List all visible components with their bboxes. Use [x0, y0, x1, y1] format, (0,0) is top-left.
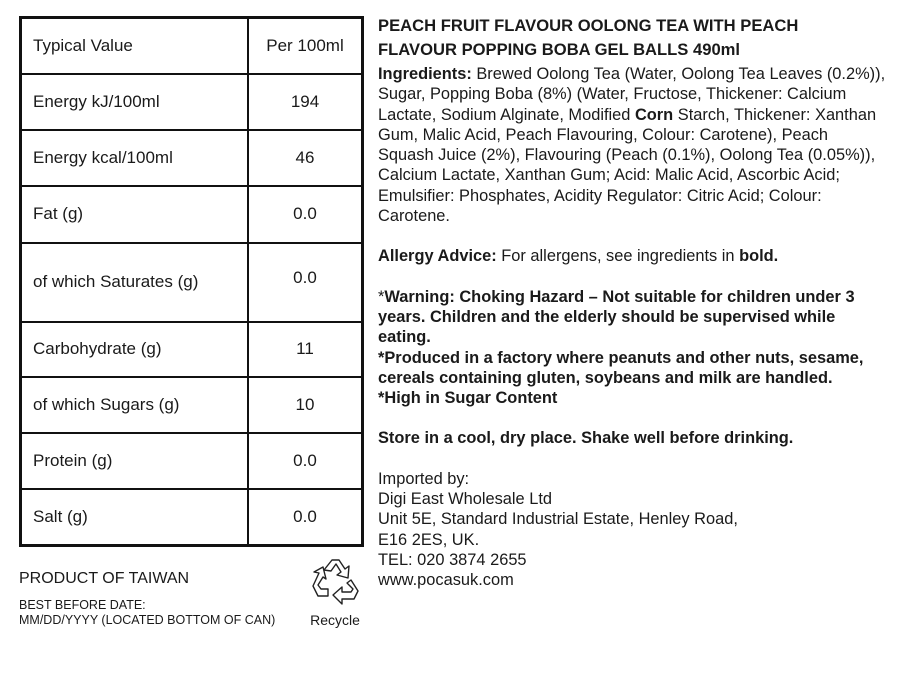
header-value: Per 100ml: [248, 18, 363, 74]
ingredients: [378, 64, 888, 226]
allergy-text: For allergens, see ingredients in: [496, 247, 740, 266]
nutrient-value: 0.0: [248, 186, 363, 243]
importer-label: Imported by:: [378, 469, 470, 488]
country-of-origin: PRODUCT OF TAIWAN: [19, 570, 190, 587]
ingredients-text: Starch, Thickener: Xanthan Gum, Malic Acid, Peach Flavouring, Colour: Carotene), Peach Squash Juice (2%), Flavouring (Peach (0.1%), Oolong Tea (0.05%)), Calcium Lactate, Xanthan Gum; Acid: Malic Acid, Ascorbic Acid; Emulsifier: Phosphates, Acidity Regulator: Citric Acid; Colour: Carotene.: [378, 105, 877, 226]
allergy-advice: [378, 246, 888, 266]
product-title: [378, 14, 888, 62]
allergy-bold: bold.: [739, 247, 779, 266]
table-row: [21, 489, 363, 546]
best-before-value: MM/DD/YYYY (LOCATED BOTTOM OF CAN): [19, 613, 276, 627]
nutrient-value: 10: [248, 377, 363, 433]
table-header-row: [21, 18, 363, 74]
nutrient-label: Energy kJ/100ml: [21, 74, 249, 130]
nutrient-value: 0.0: [248, 243, 363, 322]
importer-address: E16 2ES, UK.: [378, 530, 480, 549]
product-title-line: PEACH FRUIT FLAVOUR OOLONG TEA WITH PEACH: [378, 16, 799, 35]
storage-instructions: Store in a cool, dry place. Shake well before drinking.: [378, 429, 794, 448]
recycle-block: [303, 556, 367, 628]
allergy-label: Allergy Advice:: [378, 247, 497, 266]
table-row: [21, 186, 363, 243]
warning-prefix: *: [378, 287, 385, 306]
warning-text: Warning: Choking Hazard – Not suitable for children under 3 years. Children and the elderly should be supervised while eating.: [378, 287, 855, 347]
nutrient-label: Carbohydrate (g): [21, 322, 249, 377]
nutrient-value: 0.0: [248, 489, 363, 546]
importer-company: Digi East Wholesale Ltd: [378, 490, 553, 509]
sugar-notice: *High in Sugar Content: [378, 389, 558, 408]
nutrient-value: 11: [248, 322, 363, 377]
nutrition-table: [19, 16, 364, 547]
allergen-corn: Corn: [634, 105, 674, 124]
table-row: [21, 243, 363, 322]
nutrient-label: of which Sugars (g): [21, 377, 249, 433]
importer-address: Unit 5E, Standard Industrial Estate, Henley Road,: [378, 510, 738, 529]
best-before-block: [19, 598, 275, 628]
nutrient-label: Protein (g): [21, 433, 249, 489]
nutrient-label: of which Saturates (g): [21, 243, 249, 322]
ingredients-text: Brewed Oolong Tea (Water, Oolong Tea Leaves (0.2%)), Sugar, Popping Boba (8%) (Water, Fructose, Thickener: Calcium Lactate, Sodium Alginate, Modified: [378, 65, 886, 124]
importer-block: [378, 469, 888, 591]
recycle-label: Recycle: [310, 612, 360, 628]
table-row: [21, 377, 363, 433]
best-before-label: BEST BEFORE DATE:: [19, 598, 146, 612]
table-row: [21, 74, 363, 130]
nutrient-label: Fat (g): [21, 186, 249, 243]
ingredients-label: Ingredients:: [378, 65, 472, 83]
nutrient-label: Salt (g): [21, 489, 249, 546]
factory-notice: *Produced in a factory where peanuts and other nuts, sesame, cereals containing gluten, soybeans and milk are handled.: [378, 348, 864, 387]
table-row: [21, 322, 363, 377]
importer-website: www.pocasuk.com: [378, 571, 514, 590]
recycle-icon: [306, 556, 364, 610]
product-title-line: FLAVOUR POPPING BOBA GEL BALLS 490ml: [378, 40, 741, 59]
nutrient-value: 46: [248, 130, 363, 186]
table-row: [21, 433, 363, 489]
product-info: [378, 14, 888, 591]
nutrient-label: Energy kcal/100ml: [21, 130, 249, 186]
choking-warning: [378, 287, 888, 348]
table-row: [21, 130, 363, 186]
nutrient-value: 194: [248, 74, 363, 130]
importer-phone: TEL: 020 3874 2655: [378, 550, 527, 569]
header-label: Typical Value: [21, 18, 249, 74]
nutrient-value: 0.0: [248, 433, 363, 489]
